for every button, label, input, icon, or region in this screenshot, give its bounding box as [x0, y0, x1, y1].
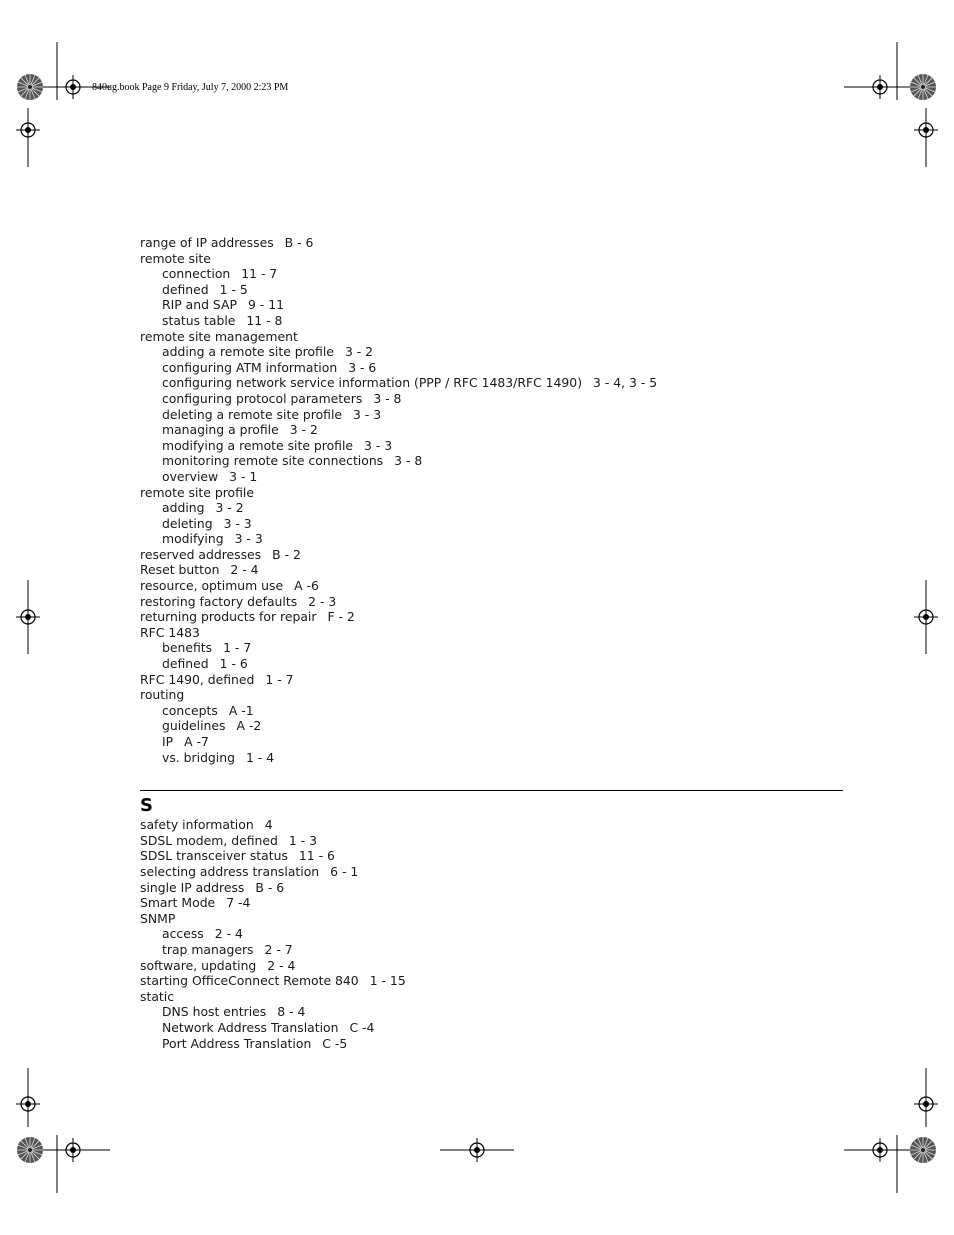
entry-term: starting OfficeConnect Remote 840: [140, 973, 359, 989]
index-subentry: [140, 360, 843, 376]
entry-term: range of IP addresses: [140, 235, 274, 250]
entry-page-ref: 1 - 3: [288, 832, 317, 848]
section-letter: S: [140, 795, 153, 817]
entry-term: remote site management: [140, 328, 298, 344]
index-subentry: [140, 516, 843, 532]
index-subentry: [140, 926, 843, 942]
entry-page-ref: 3 - 3: [364, 437, 393, 453]
entry-term: vs. bridging: [162, 749, 235, 765]
entry-term: restoring factory defaults: [140, 593, 298, 609]
entry-term: Smart Mode: [140, 895, 216, 911]
entry-term: deleting a remote site profile: [162, 406, 343, 422]
index-subentry: [140, 391, 843, 407]
index-entry: [140, 251, 843, 267]
index-entry: [140, 625, 843, 641]
index-entry: [140, 958, 843, 974]
index-subentry: [140, 500, 843, 516]
entry-term: defined: [162, 656, 209, 672]
entry-term: safety information: [140, 817, 254, 833]
entry-term: status table: [162, 312, 236, 328]
index-subentry: [140, 313, 843, 329]
entry-term: configuring network service information (PPP / RFC 1483/RFC 1490): [162, 375, 583, 391]
entry-page-ref: 4: [264, 817, 273, 833]
entry-term: modifying: [162, 531, 224, 547]
index-subentry: [140, 407, 843, 423]
entry-page-ref: 3 - 3: [234, 531, 263, 547]
index-entry: [140, 594, 843, 610]
index-subentry: [140, 469, 843, 485]
entry-page-ref: 2 - 3: [308, 593, 337, 609]
index-entry: [140, 235, 843, 251]
index-section-s: [140, 817, 843, 1051]
entry-term: Reset button: [140, 562, 220, 578]
entry-page-ref: 3 - 6: [348, 359, 377, 375]
index-entry: [140, 880, 843, 896]
entry-term: modifying a remote site profile: [162, 437, 354, 453]
entry-page-ref: 11 - 7: [241, 266, 278, 282]
entry-term: configuring protocol parameters: [162, 390, 363, 406]
index-entry: [140, 895, 843, 911]
entry-term: reserved addresses: [140, 546, 262, 562]
entry-page-ref: 11 - 6: [298, 848, 335, 864]
print-header: 840ug.book Page 9 Friday, July 7, 2000 2:23 PM: [92, 82, 289, 93]
entry-page-ref: 3 - 4, 3 - 5: [593, 375, 658, 391]
entry-page-ref: 3 - 3: [223, 515, 252, 531]
index-subentry: [140, 718, 843, 734]
entry-page-ref: 3 - 8: [394, 453, 423, 469]
entry-page-ref: 6 - 1: [330, 863, 359, 879]
entry-term: access: [162, 926, 204, 942]
entry-term: single IP address: [140, 879, 245, 895]
index-entry: [140, 609, 843, 625]
entry-term: static: [140, 988, 175, 1004]
index-entry: [140, 833, 843, 849]
entry-page-ref: 1 - 7: [223, 640, 252, 656]
entry-page-ref: A -7: [184, 734, 209, 749]
entry-term: configuring ATM information: [162, 359, 338, 375]
entry-term: IP: [162, 734, 174, 749]
entry-page-ref: A -1: [228, 702, 254, 718]
entry-term: software, updating: [140, 957, 257, 973]
entry-term: routing: [140, 687, 185, 703]
entry-term: Port Address Translation: [162, 1035, 312, 1051]
index-subentry: [140, 656, 843, 672]
index-subentry: [140, 375, 843, 391]
index-entry: [140, 973, 843, 989]
index-subentry: [140, 734, 843, 750]
index-subentry: [140, 297, 843, 313]
entry-page-ref: 2 - 4: [230, 562, 259, 578]
index-subentry: [140, 1020, 843, 1036]
index-entry: [140, 864, 843, 880]
entry-term: overview: [162, 468, 219, 484]
entry-term: RFC 1483: [140, 624, 200, 640]
entry-page-ref: 8 - 4: [277, 1004, 306, 1020]
index-subentry: [140, 266, 843, 282]
entry-term: SDSL modem, defined: [140, 832, 278, 848]
entry-term: remote site profile: [140, 484, 254, 500]
index-entry: [140, 562, 843, 578]
index-subentry: [140, 942, 843, 958]
index-entry: [140, 578, 843, 594]
entry-page-ref: 9 - 11: [247, 297, 284, 313]
index-entry: [140, 911, 843, 927]
section-divider: [140, 790, 843, 791]
entry-term: trap managers: [162, 941, 254, 957]
index-subentry: [140, 422, 843, 438]
entry-page-ref: 3 - 2: [344, 344, 374, 360]
entry-page-ref: 3 - 2: [215, 500, 244, 516]
entry-term: resource, optimum use: [140, 578, 284, 594]
index-entry: [140, 672, 843, 688]
entry-page-ref: 7 -4: [226, 895, 251, 911]
entry-page-ref: 11 - 8: [246, 312, 283, 328]
entry-page-ref: 1 - 4: [245, 749, 275, 765]
index-subentry: [140, 344, 843, 360]
entry-term: selecting address translation: [140, 863, 320, 879]
entry-page-ref: 1 - 7: [265, 671, 294, 687]
entry-page-ref: B - 2: [272, 546, 301, 562]
entry-term: benefits: [162, 640, 213, 656]
entry-term: DNS host entries: [162, 1004, 267, 1020]
index-subentry: [140, 282, 843, 298]
index-subentry: [140, 438, 843, 454]
entry-page-ref: B - 6: [255, 879, 285, 895]
entry-page-ref: A -6: [294, 578, 319, 594]
entry-page-ref: C -4: [349, 1019, 375, 1035]
index-subentry: [140, 640, 843, 656]
entry-page-ref: 3 - 2: [289, 422, 318, 438]
entry-page-ref: F - 2: [327, 609, 355, 625]
entry-page-ref: 1 - 5: [219, 281, 248, 297]
index-subentry: [140, 453, 843, 469]
index-section-r: [140, 235, 843, 765]
entry-page-ref: A -2: [236, 718, 262, 734]
entry-term: connection: [162, 266, 231, 282]
entry-term: remote site: [140, 250, 211, 266]
index-entry: [140, 547, 843, 563]
entry-term: RIP and SAP: [162, 297, 237, 313]
entry-term: managing a profile: [162, 422, 279, 438]
entry-page-ref: 2 - 7: [264, 941, 293, 957]
entry-page-ref: 3 - 8: [373, 390, 402, 406]
index-entry: [140, 485, 843, 501]
entry-page-ref: 2 - 4: [267, 957, 296, 973]
entry-page-ref: 1 - 15: [369, 973, 406, 989]
index-subentry: [140, 703, 843, 719]
entry-term: deleting: [162, 515, 213, 531]
index-subentry: [140, 1036, 843, 1052]
entry-term: RFC 1490, defined: [140, 671, 255, 687]
entry-page-ref: 2 - 4: [214, 926, 243, 942]
index-subentry: [140, 531, 843, 547]
index-subentry: [140, 750, 843, 766]
entry-page-ref: 1 - 6: [219, 656, 248, 672]
index-subentry: [140, 1004, 843, 1020]
index-entry: [140, 848, 843, 864]
entry-term: adding: [162, 500, 205, 516]
entry-term: monitoring remote site connections: [162, 453, 384, 469]
entry-page-ref: B - 6: [284, 235, 314, 250]
index-entry: [140, 687, 843, 703]
index-entry: [140, 329, 843, 345]
entry-term: defined: [162, 281, 209, 297]
entry-term: SDSL transceiver status: [140, 848, 288, 864]
entry-term: SNMP: [140, 910, 176, 926]
entry-page-ref: 3 - 3: [353, 406, 382, 422]
entry-term: concepts: [162, 702, 218, 718]
index-page: [140, 235, 843, 1051]
entry-page-ref: 3 - 1: [229, 468, 258, 484]
entry-term: guidelines: [162, 718, 226, 734]
index-entry: [140, 989, 843, 1005]
entry-term: Network Address Translation: [162, 1019, 339, 1035]
entry-term: returning products for repair: [140, 609, 317, 625]
entry-term: adding a remote site profile: [162, 344, 334, 360]
index-entry: [140, 817, 843, 833]
entry-page-ref: C -5: [322, 1035, 348, 1051]
